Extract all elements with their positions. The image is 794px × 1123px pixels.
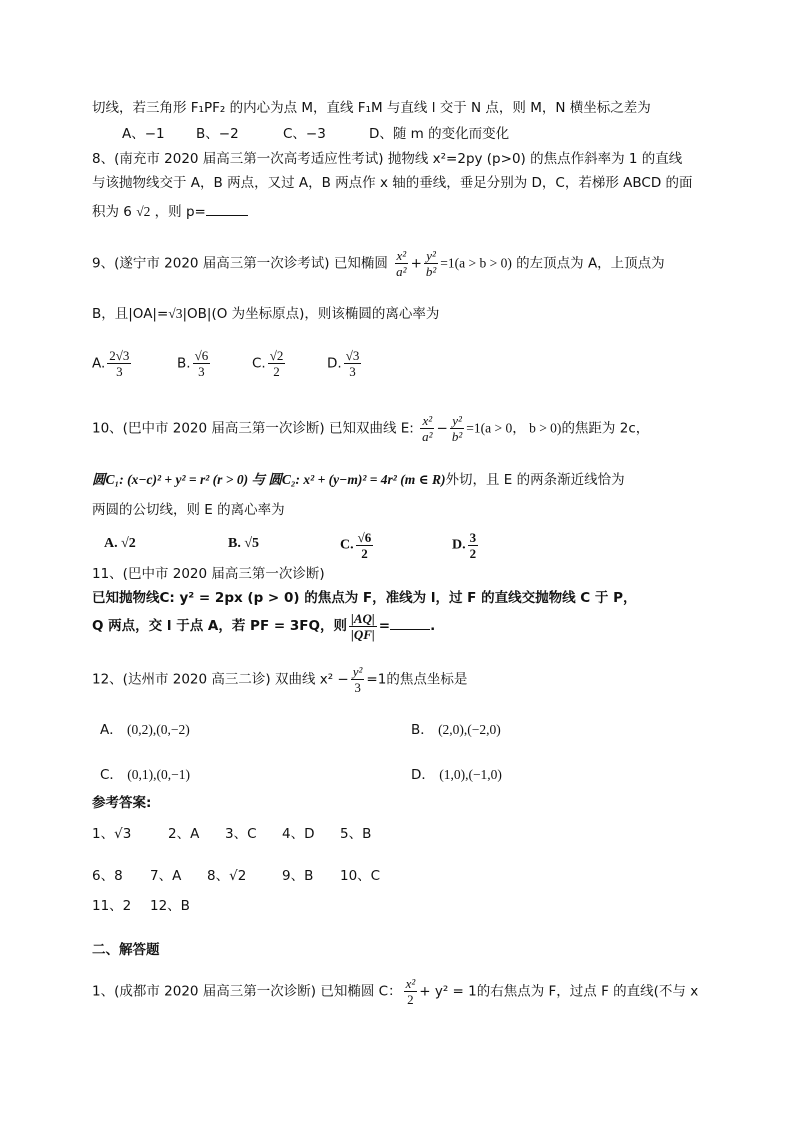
q9-condition: =1(a > b > 0) <box>440 255 512 271</box>
q11-line1: 已知抛物线C: y² = 2px (p > 0) 的焦点为 F，准线为 l，过 F 的直线交抛物线 C 于 P， <box>92 590 637 606</box>
answer-blank <box>390 615 430 630</box>
answer-8: 8、√2 <box>207 868 247 884</box>
q10-option-a-label: A. <box>104 536 118 551</box>
q9-fraction-y: $\frac{\text{y²}}{\text{b²}}$ <box>425 248 437 279</box>
answer-6: 6、8 <box>92 868 123 884</box>
q10-option-c-label: C. <box>340 537 354 553</box>
q9-option-b-num: √6 <box>194 348 209 363</box>
q12-option-b-label: B． <box>411 722 434 738</box>
q10-option-a <box>104 534 136 554</box>
q9-fraction-x: $\frac{\text{x²}}{\text{a²}}$ <box>396 248 407 279</box>
q10-prefix: 10、(巴中市 2020 届高三第一次诊断) 已知双曲线 E: <box>92 420 414 437</box>
q10-option-c-den: 2 <box>361 546 368 561</box>
q11-line2-prefix: Q 两点，交 l 于点 A，若 PF = 3FQ，则 <box>92 618 347 634</box>
q9-suffix: 的左顶点为 A，上顶点为 <box>516 255 665 272</box>
q9-option-c-label: C. <box>252 355 266 372</box>
q12-option-a <box>100 720 190 740</box>
q10-line2 <box>92 470 625 490</box>
answer-12: 12、B <box>150 898 190 914</box>
q9-option-b-fraction <box>193 348 211 379</box>
q10-option-d-label: D. <box>452 537 466 553</box>
q9-option-a-num: 2√3 <box>109 348 130 363</box>
q12-option-d-value: (1,0),(−1,0) <box>439 767 502 782</box>
q11-head: 11、(巴中市 2020 届高三第一次诊断) <box>92 566 325 582</box>
answers-title: 参考答案: <box>92 795 152 811</box>
q10-suffix: 的焦距为 2c， <box>561 420 650 437</box>
q9-option-d-den: 3 <box>349 364 356 379</box>
answer-4: 4、D <box>282 826 315 842</box>
q9-line2-suffix: |OB|(O 为坐标原点)，则该椭圆的离心率为 <box>182 306 440 322</box>
q12-option-c-value: (0,1),(0,−1) <box>127 767 190 782</box>
q9-option-c <box>252 348 287 379</box>
q9-prefix: 9、(遂宁市 2020 届高三第一次诊考试) 已知椭圆 <box>92 255 388 272</box>
q9-option-d-num: √3 <box>345 348 360 363</box>
q12-option-c-label: C． <box>100 767 123 783</box>
q11-ratio-den: |QF| <box>350 626 375 642</box>
q7-option-a: A、−1 <box>122 126 165 142</box>
q10-option-b-value: √5 <box>244 536 260 551</box>
q10-fraction-y: $\frac{\text{y²}}{\text{b²}}$ <box>451 413 463 444</box>
q12-option-a-label: A． <box>100 722 123 738</box>
q9-option-a-label: A. <box>92 355 106 372</box>
q10-line3: 两圆的公切线，则 E 的离心率为 <box>92 502 285 518</box>
q10-option-d <box>452 530 480 561</box>
q9-option-b <box>177 348 212 379</box>
q12-option-b <box>411 720 501 740</box>
q8-area-suffix: ，则 p= <box>154 204 206 220</box>
answer-blank <box>206 201 248 216</box>
q9-option-c-den: 2 <box>273 364 280 379</box>
q10-option-b <box>228 534 259 554</box>
q12-fraction: $\frac{\text{y²}}{3}$ <box>352 664 363 695</box>
q9-option-a <box>92 348 133 379</box>
q9-option-c-num: √2 <box>269 348 284 363</box>
q12-prefix: 12、(达州市 2020 高三二诊) 双曲线 x² − <box>92 671 349 688</box>
q11-end: . <box>430 618 436 634</box>
answer-9: 9、B <box>282 868 314 884</box>
q10-options <box>0 530 794 566</box>
section2-title: 二、解答题 <box>92 942 160 958</box>
q8-line2: 与该抛物线交于 A，B 两点，又过 A，B 两点作 x 轴的垂线，垂足分别为 D，C，若梯形 ABCD 的面 <box>92 175 693 191</box>
q9-option-d <box>327 348 363 379</box>
q11-ratio-num: |AQ| <box>350 610 375 626</box>
section2-q1-fraction: $\frac{\text{x²}}{2}$ <box>405 976 416 1007</box>
q9-option-d-fraction <box>344 348 362 379</box>
section2-q1-prefix: 1、(成都市 2020 届高三第一次诊断) 已知椭圆 C： <box>92 983 402 1000</box>
answer-3: 3、C <box>225 826 257 842</box>
q10-condition: =1(a > 0， b > 0) <box>466 420 562 436</box>
q9-line2 <box>92 304 439 324</box>
q9-options <box>0 348 794 388</box>
q12-suffix: =1的焦点坐标是 <box>366 671 468 688</box>
q10-line1: 10、(巴中市 2020 届高三第一次诊断) 已知双曲线 E: $\frac{\text{x²}}{\text{a²}}$ − $\frac{\text{y²}}{\text{b²}}$ =1(a > 0， b > 0)的焦距为 2c， <box>92 413 650 444</box>
answer-2: 2、A <box>168 826 200 842</box>
q9-option-d-label: D. <box>327 355 342 372</box>
q12-option-b-value: (2,0),(−2,0) <box>438 722 501 737</box>
q12-option-c <box>100 765 190 785</box>
q10-fraction-x: $\frac{\text{x²}}{\text{a²}}$ <box>422 413 433 444</box>
q8-area-prefix: 积为 6 <box>92 204 132 220</box>
q7-option-d: D、随 m 的变化而变化 <box>369 126 510 142</box>
q10-option-d-fraction <box>468 530 479 561</box>
answer-5: 5、B <box>340 826 372 842</box>
answer-11: 11、2 <box>92 898 132 914</box>
q10-option-c <box>340 530 375 561</box>
q10-option-d-den: 2 <box>469 546 477 561</box>
q10-option-c-num: √6 <box>357 530 372 545</box>
section2-q1 <box>92 976 698 1007</box>
q11-equals: = <box>378 618 391 634</box>
q9-line2-prefix: B，且|OA|= <box>92 306 169 322</box>
q8-line1: 8、(南充市 2020 届高三第一次高考适应性考试) 抛物线 x²=2py (p>0) 的焦点作斜率为 1 的直线 <box>92 151 683 167</box>
q10-circles: 圆C₁: (x−c)² + y² = r² (r > 0) 与 圆C₂: x² + (y−m)² = 4r² (m ∈ R) <box>92 472 446 487</box>
q10-option-d-num: 3 <box>469 530 477 545</box>
q9-option-a-fraction <box>107 348 131 379</box>
q9-option-c-fraction <box>268 348 286 379</box>
q8-area-sqrt: √2 <box>136 204 151 219</box>
q11-ratio-fraction <box>349 611 377 642</box>
q8-line3 <box>92 201 248 222</box>
q12-line1 <box>92 664 467 695</box>
answer-10: 10、C <box>340 868 381 884</box>
q7-text: 切线，若三角形 F₁PF₂ 的内心为点 M，直线 F₁M 与直线 l 交于 N 点，则 M，N 横坐标之差为 <box>92 100 651 116</box>
q12-option-d <box>411 765 502 785</box>
q9-line1: 9、(遂宁市 2020 届高三第一次诊考试) 已知椭圆 $\frac{\text{x²}}{\text{a²}}$ + $\frac{\text{y²}}{\text{b²}}$ =1(a > b > 0) 的左顶点为 A，上顶点为 <box>92 248 665 279</box>
answer-1: 1、√3 <box>92 826 132 842</box>
answer-7: 7、A <box>150 868 182 884</box>
section2-q1-suffix: + y² = 1的右焦点为 F，过点 F 的直线(不与 x <box>419 983 699 1000</box>
q10-option-a-value: √2 <box>121 536 136 551</box>
q7-option-b: B、−2 <box>196 126 239 142</box>
q9-option-b-den: 3 <box>198 364 205 379</box>
q7-option-c: C、−3 <box>283 126 326 142</box>
q9-option-a-den: 3 <box>116 364 123 379</box>
q9-line2-sqrt: √3 <box>168 306 183 321</box>
q12-option-a-value: (0,2),(0,−2) <box>127 722 190 737</box>
q10-option-c-fraction <box>356 530 374 561</box>
q12-option-d-label: D． <box>411 767 435 783</box>
q9-option-b-label: B. <box>177 355 191 372</box>
q11-line2 <box>92 610 435 642</box>
q10-line2-suffix: 外切，且 E 的两条渐近线恰为 <box>445 472 625 488</box>
q10-option-b-label: B. <box>228 536 241 551</box>
